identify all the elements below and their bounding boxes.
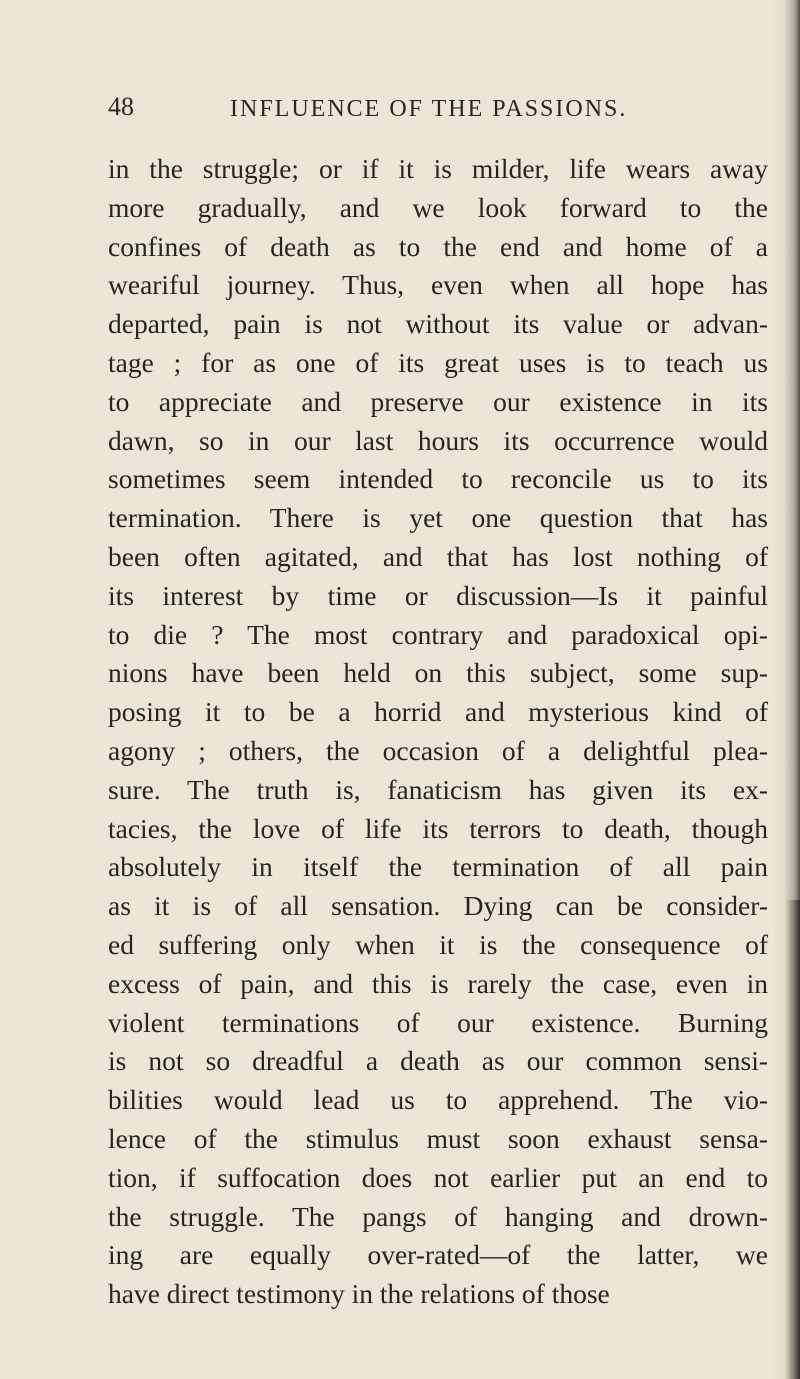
text-line: agony ; others, the occasion of a delightful plea-	[108, 734, 768, 766]
text-line: lence of the stimulus must soon exhaust sensa-	[108, 1122, 768, 1154]
text-line: tacies, the love of life its terrors to death, though	[108, 812, 768, 844]
text-line: to appreciate and preserve our existence in its	[108, 385, 768, 417]
text-line: violent terminations of our existence. Burning	[108, 1006, 768, 1038]
text-line: its interest by time or discussion—Is it painful	[108, 579, 768, 611]
text-line: nions have been held on this subject, some sup-	[108, 657, 768, 689]
text-line: sure. The truth is, fanaticism has given its ex-	[108, 773, 768, 805]
text-line: excess of pain, and this is rarely the case, even in	[108, 967, 768, 999]
text-line: been often agitated, and that has lost nothing of	[108, 540, 768, 572]
text-line: weariful journey. Thus, even when all hope has	[108, 269, 768, 301]
text-line: ed suffering only when it is the consequence of	[108, 928, 768, 960]
text-line: have direct testimony in the relations of those	[108, 1278, 610, 1310]
text-line: as it is of all sensation. Dying can be consider-	[108, 890, 768, 922]
text-line: bilities would lead us to apprehend. The vio-	[108, 1084, 768, 1116]
text-line: absolutely in itself the termination of all pain	[108, 851, 768, 883]
page-edge-shadow-dark	[786, 900, 800, 1379]
text-line: confines of death as to the end and home of a	[108, 230, 768, 262]
text-line: ing are equally over-rated—of the latter, we	[108, 1239, 768, 1271]
text-line: to die ? The most contrary and paradoxical opi-	[108, 618, 768, 650]
page-header	[108, 92, 668, 132]
text-line: in the struggle; or if it is milder, life wears away	[108, 153, 768, 184]
text-line: the struggle. The pangs of hanging and drown-	[108, 1200, 768, 1232]
text-line: termination. There is yet one question that has	[108, 502, 768, 534]
page-number: 48	[108, 92, 134, 121]
text-line: more gradually, and we look forward to the	[108, 191, 768, 223]
text-line: posing it to be a horrid and mysterious kind of	[108, 696, 768, 728]
text-line: departed, pain is not without its value or advan-	[108, 308, 768, 340]
text-line: tage ; for as one of its great uses is to teach us	[108, 346, 768, 378]
text-line: is not so dreadful a death as our common sensi-	[108, 1045, 768, 1077]
text-line: sometimes seem intended to reconcile us to its	[108, 463, 768, 495]
text-line: tion, if suffocation does not earlier put an end to	[108, 1161, 768, 1193]
body-text	[108, 150, 768, 1314]
text-line: dawn, so in our last hours its occurrence would	[108, 424, 768, 456]
running-title: INFLUENCE OF THE PASSIONS.	[230, 96, 628, 122]
